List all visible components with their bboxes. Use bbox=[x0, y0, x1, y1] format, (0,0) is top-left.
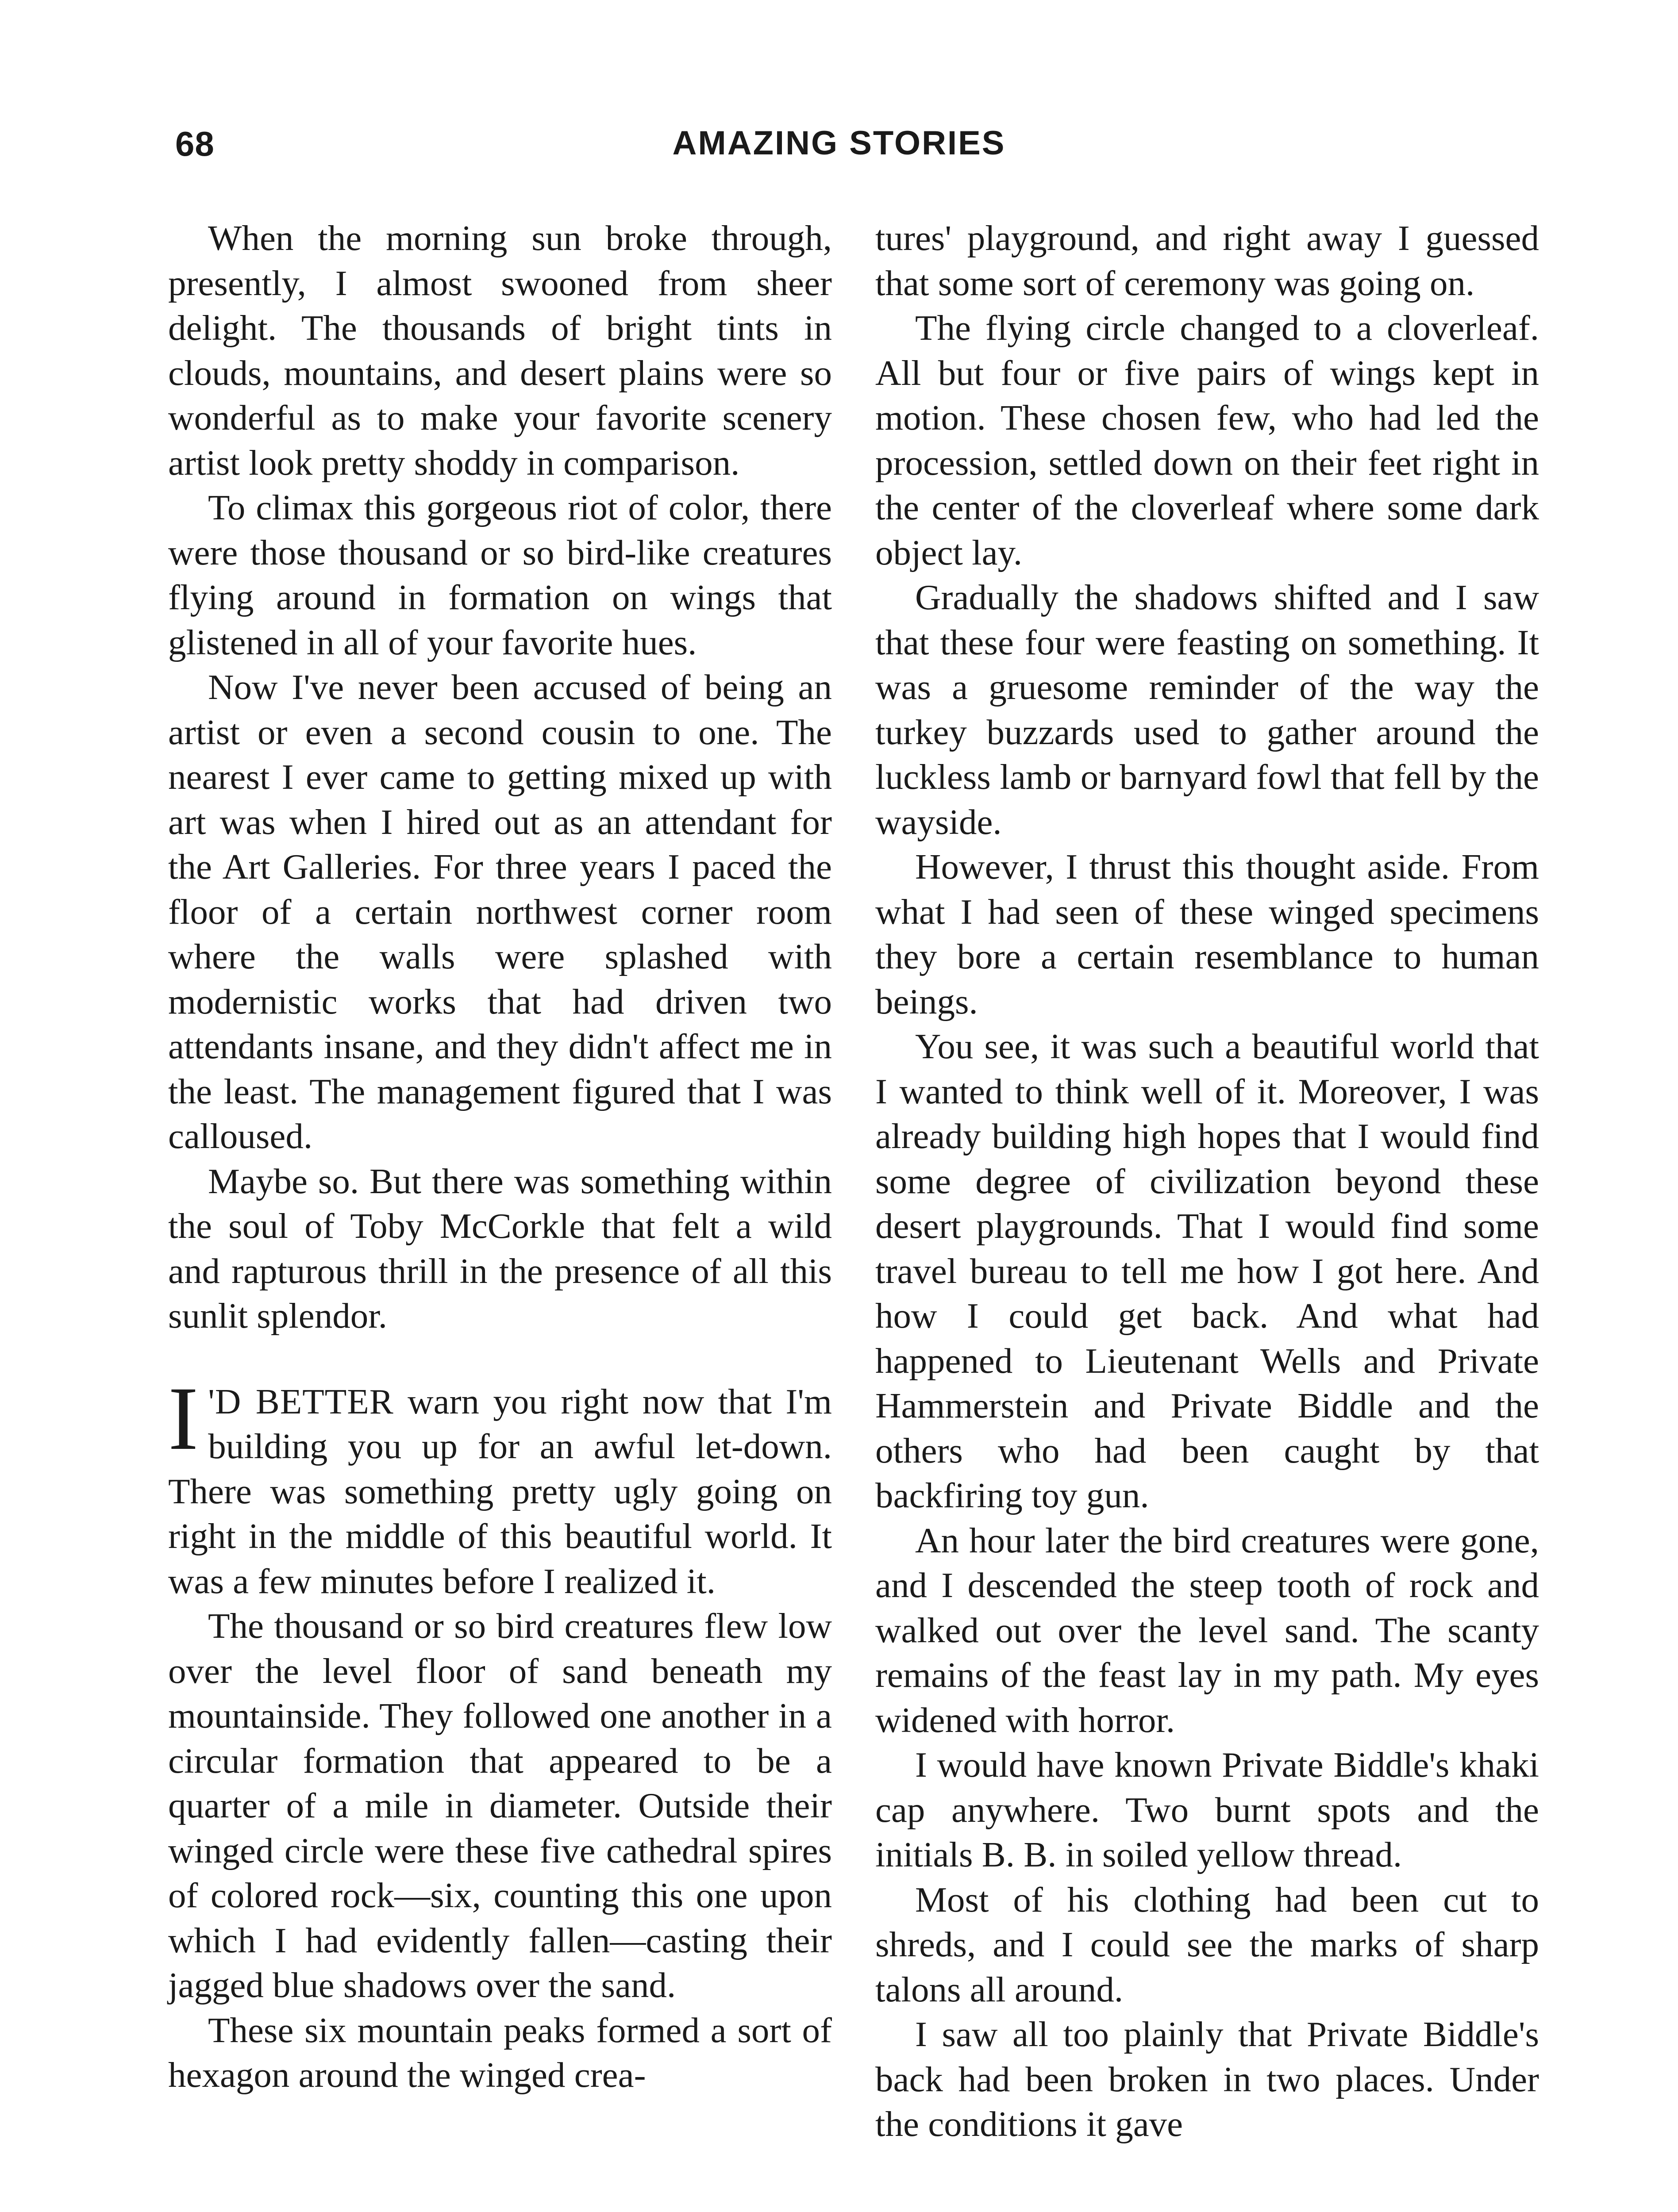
running-head: AMAZING STORIES bbox=[672, 124, 1006, 162]
page-number: 68 bbox=[175, 124, 215, 163]
paragraph: You see, it was such a beautiful world that I wanted to think well of it. Moreover, I was already building high hopes that I would find some degree of civilization beyond these desert playgrounds. That I would find some travel bureau to tell me how I got here. And how I could get back. And what had happened to Lieutenant Wells and Private Hammerstein and Private Biddle and the others who had been caught by that backfiring toy gun. bbox=[875, 1026, 1539, 1515]
paragraph: Gradually the shadows shifted and I saw that these four were feasting on something. It was a gruesome reminder of the way the turkey buzzards used to gather around the luckless lamb or barnyard fowl that fell by the wayside. bbox=[875, 577, 1539, 842]
drop-cap: I bbox=[168, 1368, 199, 1469]
paragraph: I would have known Private Biddle's khaki cap anywhere. Two burnt spots and the initials B. B. in soiled yellow thread. bbox=[875, 1745, 1539, 1874]
right-column bbox=[875, 216, 1539, 2147]
paragraph: I saw all too plainly that Private Biddle's back had been broken in two places. Under the conditions it gave bbox=[875, 2014, 1539, 2144]
paragraph: To climax this gorgeous riot of color, there were those thousand or so bird-like creatures flying around in formation on wings that glistened in all of your favorite hues. bbox=[168, 488, 832, 662]
paragraph: The flying circle changed to a cloverleaf. All but four or five pairs of wings kept in motion. These chosen few, who had led the procession, settled down on their feet right in the center of the cloverleaf where some dark object lay. bbox=[875, 308, 1539, 572]
paragraph: However, I thrust this thought aside. From what I had seen of these winged specimens they bore a certain resemblance to human beings. bbox=[875, 847, 1539, 1022]
lead-in-caps: 'D BETTER bbox=[208, 1381, 394, 1421]
paragraph: The thousand or so bird creatures flew low over the level floor of sand beneath my mountainside. They followed one another in a circular formation that appeared to be a quarter of a mile in diameter. Outside their winged circle were these five cathedral spires of colored rock—six, counting this one upon which I had evidently fallen—casting their jagged blue shadows over the sand. bbox=[168, 1606, 832, 2005]
paragraph: These six mountain peaks formed a sort of hexagon around the winged crea- bbox=[168, 2010, 832, 2095]
continued-paragraph: tures' playground, and right away I guessed that some sort of ceremony was going on. bbox=[875, 218, 1539, 303]
paragraph: Most of his clothing had been cut to shreds, and I could see the marks of sharp talons all around. bbox=[875, 1879, 1539, 2009]
paragraph: Maybe so. But there was something within the soul of Toby McCorkle that felt a wild and rapturous thrill in the presence of all this sunlit splendor. bbox=[168, 1161, 832, 1336]
paragraph: When the morning sun broke through, presently, I almost swooned from sheer delight. The thousands of bright tints in clouds, mountains, and desert plains were so wonderful as to make your favorite scenery artist look pretty shoddy in comparison. bbox=[168, 218, 832, 483]
paragraph: An hour later the bird creatures were gone, and I descended the steep tooth of rock and walked out over the level sand. The scanty remains of the feast lay in my path. My eyes widened with horror. bbox=[875, 1520, 1539, 1740]
paragraph-text: warn you right now that I'm building you up for an awful let-down. There was something pretty ugly going on right in the middle of this beautiful world. It was a few minutes before I realized it. bbox=[168, 1381, 832, 1601]
paragraph: Now I've never been accused of being an artist or even a second cousin to one. The nearest I ever came to getting mixed up with art was when I hired out as an attendant for the Art Galleries. For three years I paced the floor of a certain northwest corner room where the walls were splashed with modernistic works that had driven two attendants insane, and they didn't affect me in the least. The management figured that I was calloused. bbox=[168, 667, 832, 1156]
left-column bbox=[168, 216, 832, 2098]
section-opening-paragraph bbox=[168, 1368, 832, 1604]
